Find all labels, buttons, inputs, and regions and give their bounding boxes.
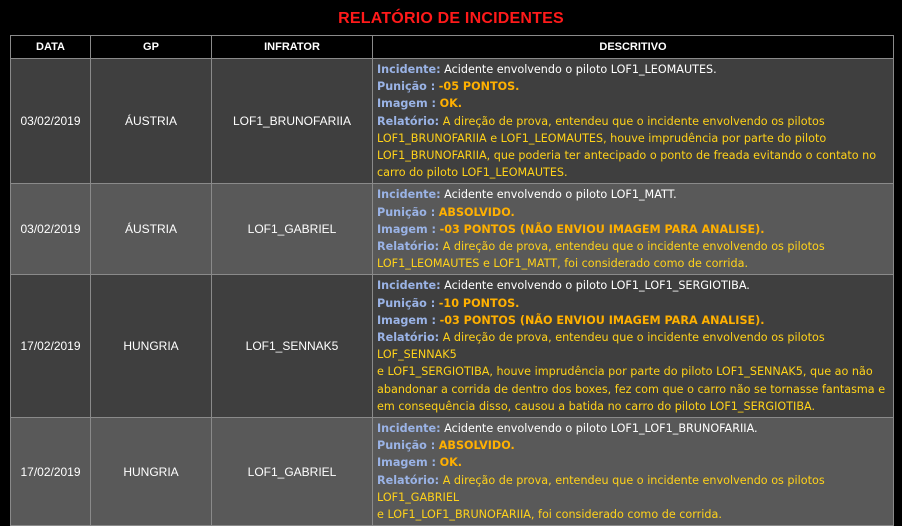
incidente-line: Incidente: Acidente envolvendo o piloto LOF1_LOF1_BRUNOFARIIA.	[377, 422, 758, 436]
imagem-line: Imagem : -03 PONTOS (NÃO ENVIOU IMAGEM PARA ANALISE).	[377, 313, 765, 327]
cell-data: 17/02/2019	[11, 275, 91, 418]
punicao-line: Punição : -10 PONTOS.	[377, 296, 520, 310]
relatorio-first-line: Relatório: A direção de prova, entendeu que o incidente envolvendo os pilotos	[377, 240, 825, 254]
header-gp: GP	[91, 36, 212, 59]
header-infrator: INFRATOR	[212, 36, 373, 59]
cell-data: 03/02/2019	[11, 59, 91, 184]
cell-gp: ÁUSTRIA	[91, 184, 212, 275]
relatorio-rest: LOF1_BRUNOFARIIA e LOF1_LEOMAUTES, houve imprudência por parte do piloto LOF1_BRUNOFARIIA, que poderia ter antecipado o ponto de freada evitando o contato no carro do piloto LOF1_LEOMAUTES.	[377, 131, 877, 180]
incidente-line: Incidente: Acidente envolvendo o piloto LOF1_LOF1_SERGIOTIBA.	[377, 279, 750, 293]
imagem-line: Imagem : OK.	[377, 456, 462, 470]
punicao-line: Punição : ABSOLVIDO.	[377, 439, 515, 453]
table-row	[11, 59, 894, 184]
header-descritivo: DESCRITIVO	[373, 36, 894, 59]
relatorio-first-line: Relatório: A direção de prova, entendeu que o incidente envolvendo os pilotos LOF_SENNAK5	[377, 331, 825, 362]
relatorio-rest: e LOF1_LOF1_BRUNOFARIIA, foi considerado como de corrida.	[377, 508, 722, 522]
table-row	[11, 184, 894, 275]
imagem-line: Imagem : OK.	[377, 97, 462, 111]
page-title: RELATÓRIO DE INCIDENTES	[338, 10, 564, 27]
cell-gp: ÁUSTRIA	[91, 59, 212, 184]
cell-gp: HUNGRIA	[91, 418, 212, 526]
cell-data: 17/02/2019	[11, 418, 91, 526]
cell-descritivo	[373, 184, 894, 275]
cell-descritivo	[373, 275, 894, 418]
punicao-line: Punição : ABSOLVIDO.	[377, 205, 515, 219]
incidente-line: Incidente: Acidente envolvendo o piloto LOF1_MATT.	[377, 188, 677, 202]
cell-descritivo	[373, 418, 894, 526]
incidente-line: Incidente: Acidente envolvendo o piloto LOF1_LEOMAUTES.	[377, 63, 717, 76]
cell-data: 03/02/2019	[11, 184, 91, 275]
imagem-line: Imagem : -03 PONTOS (NÃO ENVIOU IMAGEM PARA ANALISE).	[377, 222, 765, 236]
relatorio-rest: e LOF1_SERGIOTIBA, houve imprudência por parte do piloto LOF1_SENNAK5, que ao não abandonar a corrida de dentro dos boxes, fez com que o carro não se tornasse fantasma e em consequência disso, causou a batida no carro do piloto LOF1_SERGIOTIBA.	[377, 365, 886, 413]
incident-table	[10, 35, 894, 526]
table-row	[11, 275, 894, 418]
relatorio-first-line: Relatório: A direção de prova, entendeu que o incidente envolvendo os pilotos	[377, 114, 825, 128]
relatorio-first-line: Relatório: A direção de prova, entendeu que o incidente envolvendo os pilotos LOF1_GABRIEL	[377, 473, 825, 504]
header-row	[11, 36, 894, 59]
table-row	[11, 418, 894, 526]
cell-infrator: LOF1_GABRIEL	[212, 418, 373, 526]
cell-descritivo	[373, 59, 894, 184]
cell-infrator: LOF1_SENNAK5	[212, 275, 373, 418]
cell-gp: HUNGRIA	[91, 275, 212, 418]
punicao-line: Punição : -05 PONTOS.	[377, 80, 520, 94]
header-data: DATA	[11, 36, 91, 59]
cell-infrator: LOF1_GABRIEL	[212, 184, 373, 275]
relatorio-rest: LOF1_LEOMAUTES e LOF1_MATT, foi considerado como de corrida.	[377, 257, 749, 271]
cell-infrator: LOF1_BRUNOFARIIA	[212, 59, 373, 184]
